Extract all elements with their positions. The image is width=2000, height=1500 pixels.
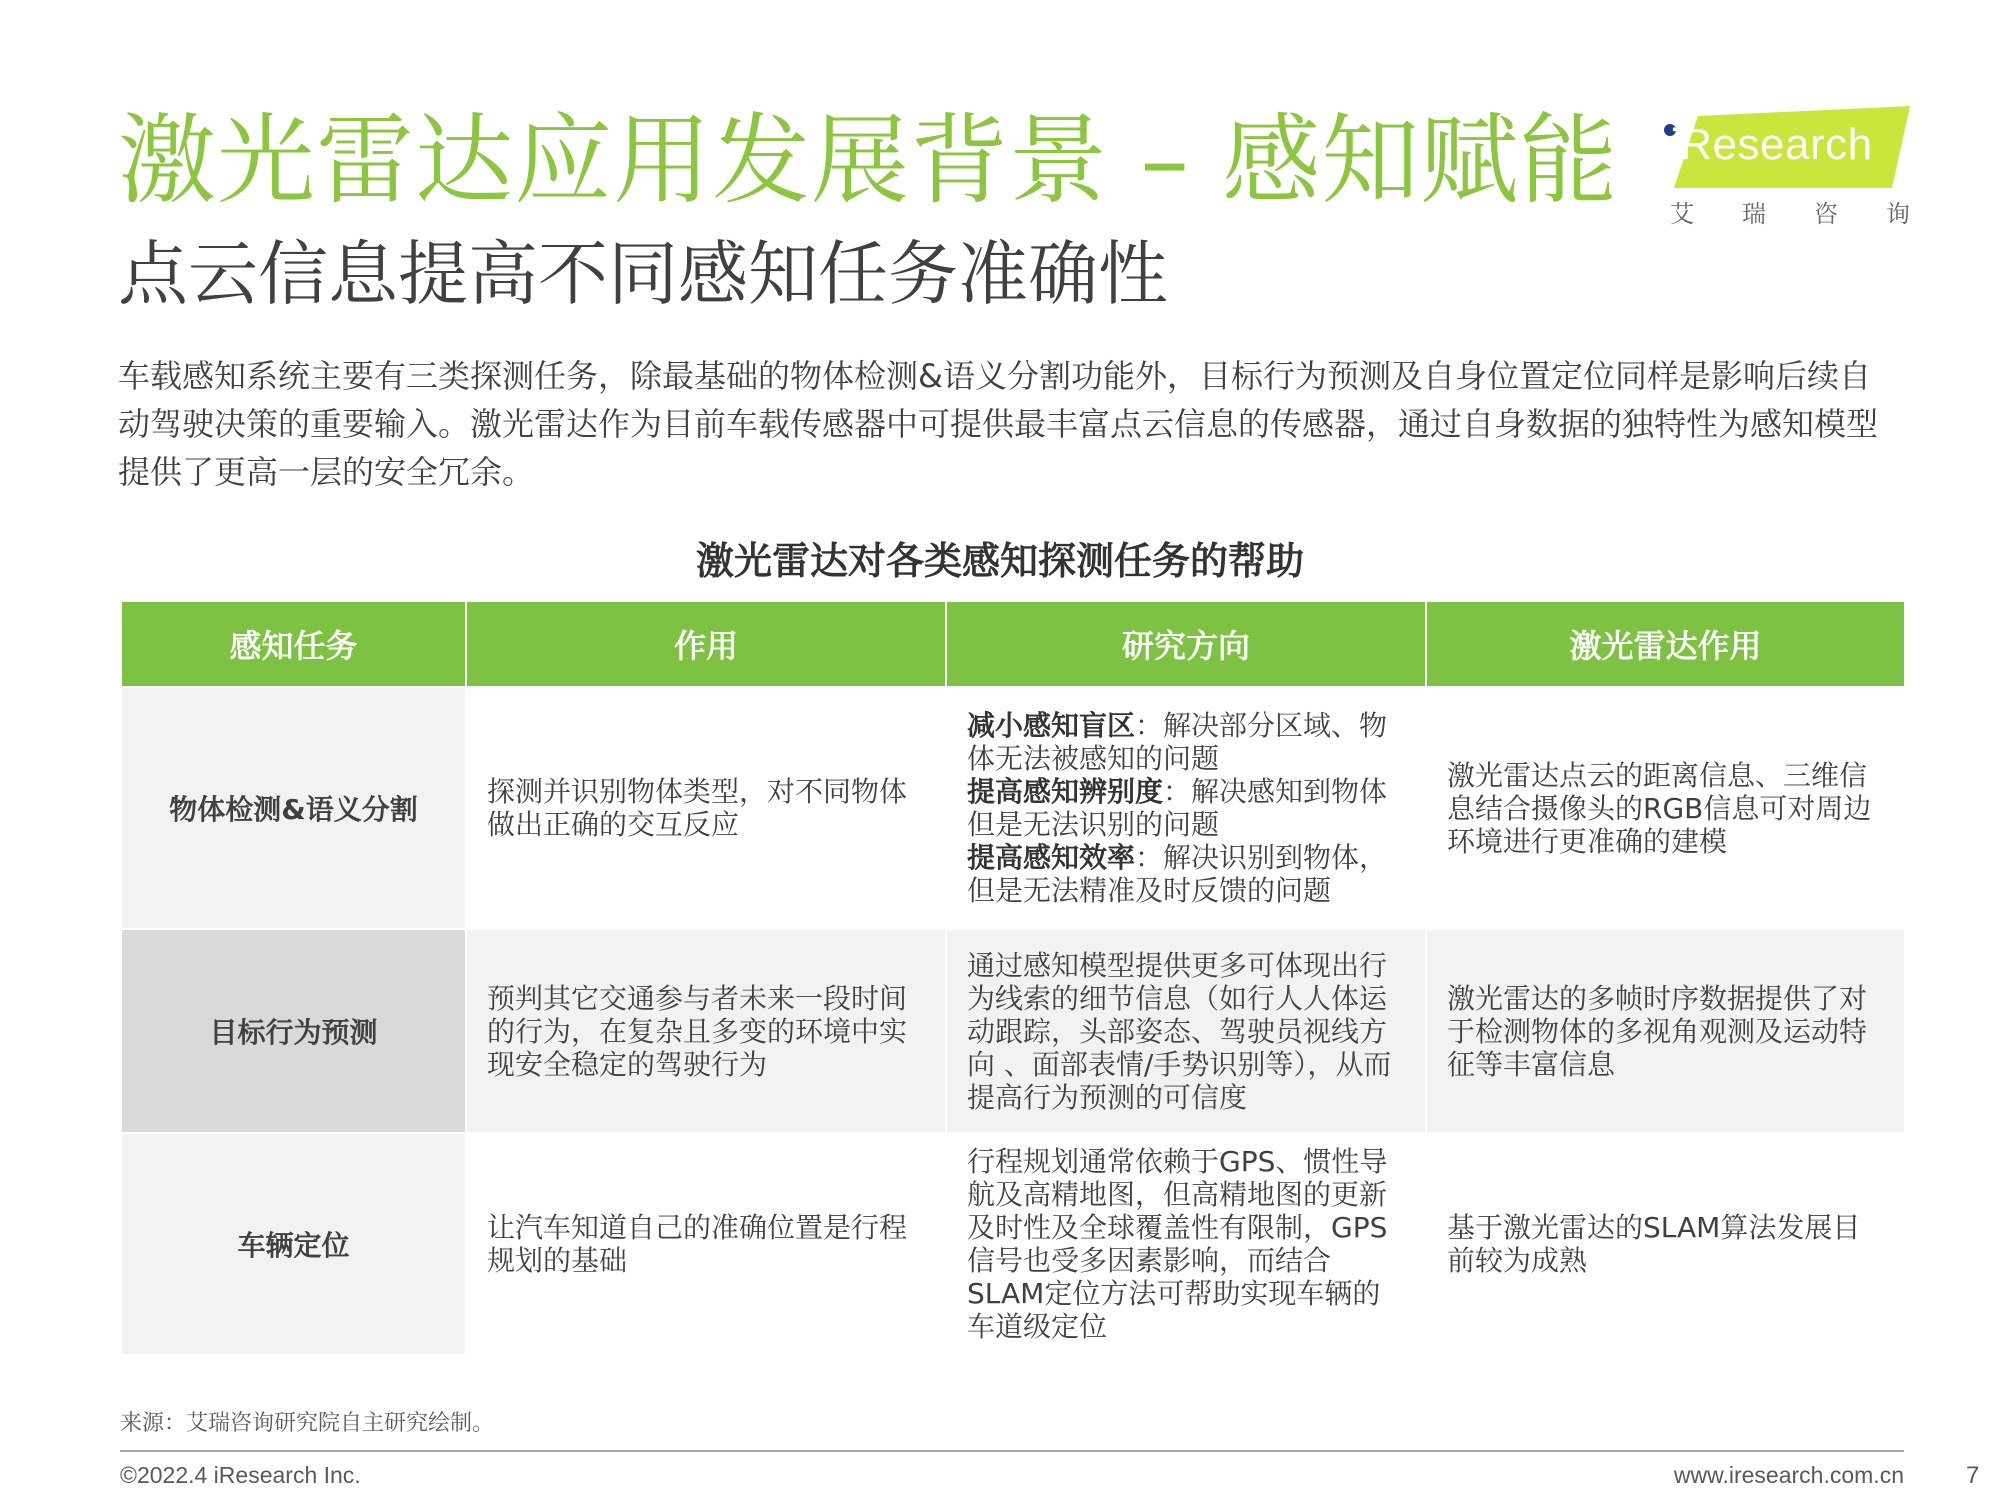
source-note: 来源：艾瑞咨询研究院自主研究绘制。 (120, 1411, 495, 1436)
research-item (967, 775, 1405, 841)
website-link[interactable]: www.iresearch.com.cn (1673, 1462, 1904, 1488)
role-cell (467, 930, 945, 1132)
research-cell (947, 930, 1425, 1132)
row-label-prediction: 目标行为预测 (122, 930, 465, 1132)
research-text: 行程规划通常依赖于GPS、惯性导航及高精地图，但高精地图的更新及时性及全球覆盖性有限制，GPS信号也受多因素影响，而结合SLAM定位方法可帮助实现车辆的车道级定位 (967, 1145, 1388, 1343)
research-text: 通过感知模型提供更多可体现出行为线索的细节信息（如行人人体运动跟踪，头部姿态、驾驶员视线方向 、面部表情/手势识别等），从而提高行为预测的可信度 (967, 948, 1392, 1114)
copyright: ©2022.4 iResearch Inc. (120, 1462, 361, 1488)
footer-divider (120, 1450, 1904, 1452)
role-text: 让汽车知道自己的准确位置是行程规划的基础 (487, 1211, 908, 1277)
header-research: 研究方向 (947, 602, 1425, 686)
row-label-detection: 物体检测&语义分割 (122, 688, 465, 928)
logo-cn-char: 艾 (1670, 200, 1694, 228)
research-cell (947, 1134, 1425, 1354)
research-item-text: ：解决感知到物体但是无法识别的问题 (967, 775, 1388, 841)
logo-cn-char: 咨 (1814, 200, 1838, 228)
research-item-title: 提高感知效率 (967, 841, 1136, 874)
logo-text: iResearch (1670, 120, 1873, 169)
logo-cn-char: 询 (1886, 200, 1910, 228)
role-cell (467, 688, 945, 928)
row-label-localization: 车辆定位 (122, 1134, 465, 1354)
logo-cn-char: 瑞 (1742, 200, 1766, 228)
table-title: 激光雷达对各类感知探测任务的帮助 (695, 539, 1304, 583)
lidar-cell (1427, 688, 1904, 928)
lidar-cell (1427, 930, 1904, 1132)
role-text: 预判其它交通参与者未来一段时间的行为，在复杂且多变的环境中实现安全稳定的驾驶行为 (487, 981, 908, 1081)
iresearch-logo (1660, 106, 1910, 226)
header-lidar: 激光雷达作用 (1427, 602, 1904, 686)
research-item-title: 提高感知辨别度 (967, 775, 1164, 808)
header-role: 作用 (467, 602, 945, 686)
lidar-text: 激光雷达点云的距离信息、三维信息结合摄像头的RGB信息可对周边环境进行更准确的建模 (1447, 758, 1872, 858)
research-item (967, 709, 1405, 775)
lidar-text: 基于激光雷达的SLAM算法发展目前较为成熟 (1447, 1211, 1861, 1277)
research-item-title: 减小感知盲区 (967, 709, 1136, 742)
role-cell (467, 1134, 945, 1354)
page-subtitle: 点云信息提高不同感知任务准确性 (118, 233, 1168, 315)
research-item-text: ：解决部分区域、物体无法被感知的问题 (967, 709, 1388, 775)
research-item (967, 841, 1405, 907)
research-item-text: ：解决识别到物体，但是无法精准及时反馈的问题 (967, 841, 1388, 907)
role-text: 探测并识别物体类型，对不同物体做出正确的交互反应 (487, 775, 908, 841)
task-table (122, 602, 1904, 1354)
research-list (967, 709, 1405, 907)
lidar-cell (1427, 1134, 1904, 1354)
lidar-text: 激光雷达的多帧时序数据提供了对于检测物体的多视角观测及运动特征等丰富信息 (1447, 981, 1868, 1081)
page-title: 激光雷达应用发展背景 – 感知赋能 (118, 104, 1619, 218)
research-cell (947, 688, 1425, 928)
page-number: 7 (1966, 1462, 1980, 1489)
header-task: 感知任务 (122, 602, 465, 686)
logo-cn-name (1670, 194, 1910, 229)
intro-paragraph: 车载感知系统主要有三类探测任务，除最基础的物体检测&语义分割功能外，目标行为预测及自身位置定位同样是影响后续自动驾驶决策的重要输入。激光雷达作为目前车载传感器中可提供最丰富点云信息的传感器，通过自身数据的独特性为感知模型提供了更高一层的安全冗余。 (118, 357, 1879, 491)
